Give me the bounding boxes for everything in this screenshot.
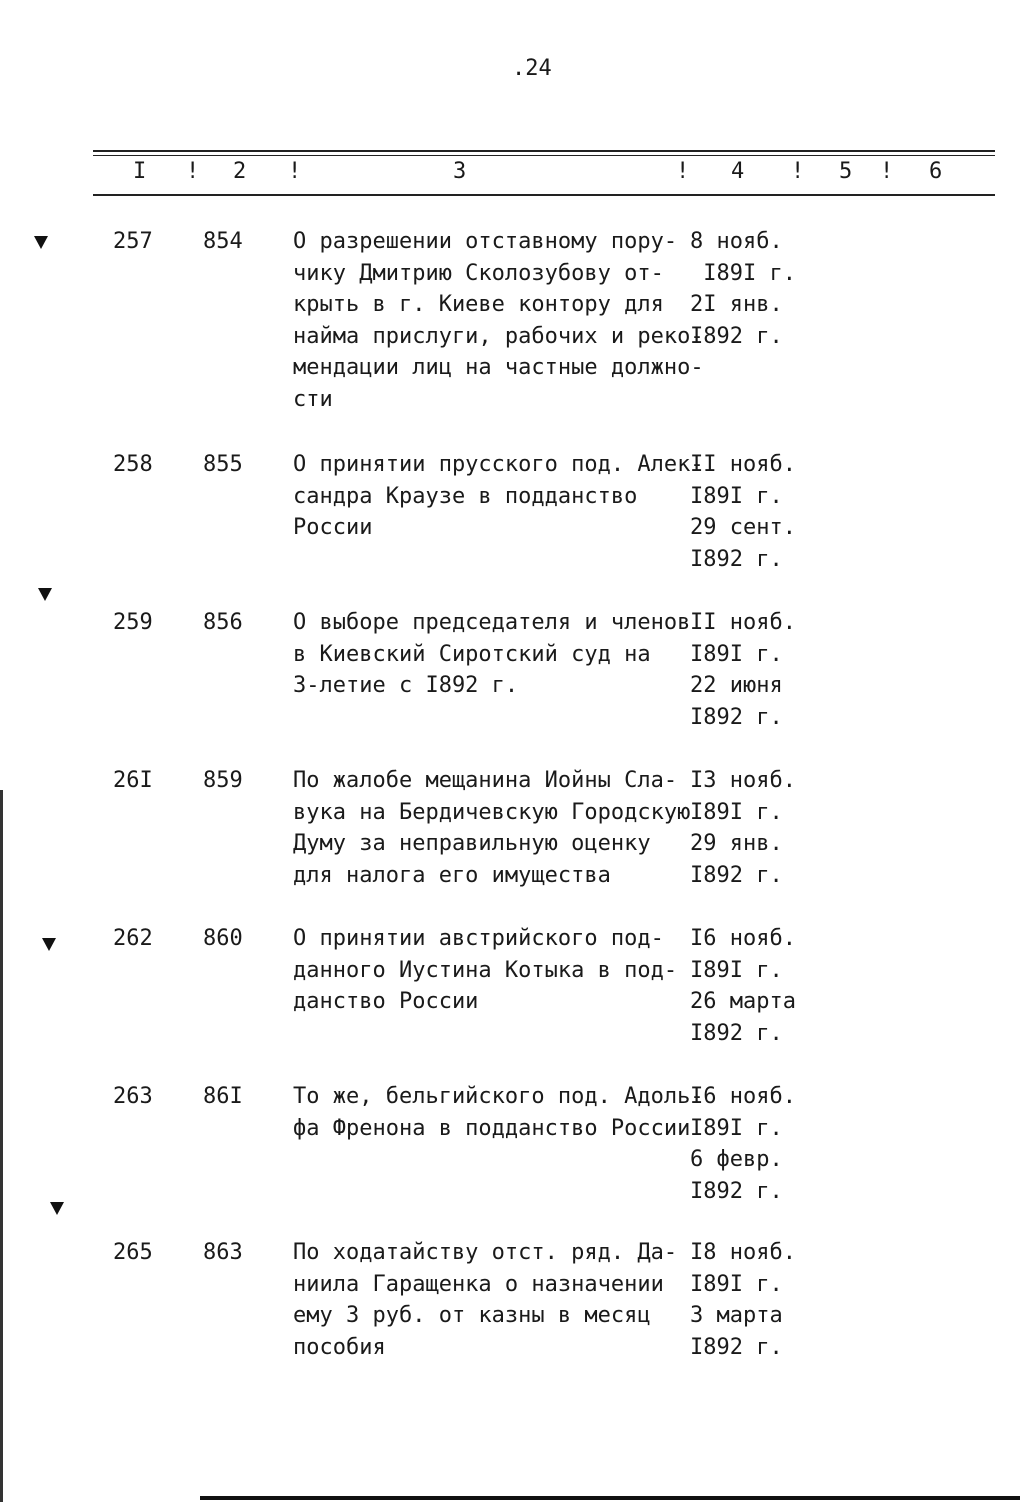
- title-line: ниила Гаращенка о назначении: [293, 1271, 664, 1297]
- header-rule-top-inner: [93, 155, 995, 156]
- punch-hole-mark: [38, 588, 52, 601]
- date-line: I892 г.: [690, 546, 783, 572]
- date-line: I3 нояб.: [690, 768, 796, 793]
- header-separator: !: [791, 159, 805, 184]
- entry-title: [293, 226, 713, 415]
- file-number: 859: [203, 768, 243, 793]
- date-line: I89I г.: [690, 799, 783, 825]
- title-line: в Киевский Сиротский суд на: [293, 641, 651, 667]
- entry-dates: [690, 607, 830, 733]
- header-col-3: 3: [453, 159, 467, 184]
- title-line: вука на Бердичевскую Городскую: [293, 799, 691, 825]
- entry-number: 259: [113, 610, 153, 635]
- title-line: мендации лиц на частные должно-: [293, 355, 704, 380]
- entry-dates: [690, 765, 830, 891]
- file-number: 86I: [203, 1084, 243, 1109]
- date-line: I89I г.: [690, 641, 783, 667]
- entry-number: 262: [113, 926, 153, 951]
- date-line: I89I г.: [690, 957, 783, 983]
- date-line: I892 г.: [690, 323, 783, 349]
- title-line: крыть в г. Киеве контору для: [293, 292, 664, 317]
- title-line: России: [293, 515, 373, 540]
- date-line: 6 февр.: [690, 1147, 783, 1172]
- date-line: I6 нояб.: [690, 926, 796, 951]
- date-line: 22 июня: [690, 673, 783, 698]
- entry-title: [293, 765, 713, 891]
- title-line: найма прислуги, рабочих и реко-: [293, 323, 704, 349]
- title-line: данство России: [293, 989, 479, 1014]
- title-line: Думу за неправильную оценку: [293, 831, 651, 856]
- entry-dates: [690, 449, 830, 575]
- file-number: 855: [203, 452, 243, 477]
- title-line: По жалобе мещанина Иойны Сла-: [293, 768, 678, 793]
- entry-number: 265: [113, 1240, 153, 1265]
- file-number: 854: [203, 229, 243, 254]
- entry-number: 258: [113, 452, 153, 477]
- title-line: О принятии прусского под. Алек-: [293, 452, 704, 477]
- entry-dates: [690, 1237, 830, 1363]
- title-line: ему 3 руб. от казны в месяц: [293, 1303, 651, 1328]
- punch-hole-mark: [42, 938, 56, 951]
- entry-title: [293, 923, 713, 1018]
- date-line: I892 г.: [690, 1020, 783, 1046]
- date-line: I8 нояб.: [690, 1240, 796, 1265]
- date-line: 29 янв.: [690, 831, 783, 856]
- scan-edge-bottom: [200, 1496, 1020, 1500]
- date-line: I89I г.: [690, 483, 783, 509]
- entry-dates: [690, 226, 830, 352]
- date-line: 3 марта: [690, 1303, 783, 1328]
- title-line: О принятии австрийского под-: [293, 926, 664, 951]
- title-line: О выборе председателя и членов: [293, 610, 691, 635]
- title-line: фа Френона в подданство России: [293, 1115, 691, 1141]
- entry-dates: [690, 1081, 830, 1207]
- header-rule-bottom: [93, 194, 995, 196]
- title-line: пособия: [293, 1334, 386, 1360]
- date-line: I89I г.: [690, 1115, 783, 1141]
- header-col-2: 2: [233, 159, 247, 184]
- title-line: данного Иустина Котыка в под-: [293, 957, 678, 983]
- punch-hole-mark: [34, 236, 48, 249]
- date-line: I6 нояб.: [690, 1084, 796, 1109]
- date-line: II нояб.: [690, 452, 796, 477]
- title-line: чику Дмитрию Сколозубову от-: [293, 260, 664, 286]
- page-number: .24: [512, 56, 552, 81]
- header-separator: !: [676, 159, 690, 184]
- date-line: I892 г.: [690, 862, 783, 888]
- entry-number: 257: [113, 229, 153, 254]
- header-col-6: 6: [929, 159, 943, 184]
- file-number: 860: [203, 926, 243, 951]
- date-line: 2I янв.: [690, 292, 783, 317]
- title-line: сандра Краузе в подданство: [293, 483, 638, 509]
- date-line: I89I г.: [690, 260, 796, 286]
- date-line: I89I г.: [690, 1271, 783, 1297]
- date-line: I892 г.: [690, 704, 783, 730]
- entry-number: 26I: [113, 768, 153, 793]
- entry-dates: [690, 923, 830, 1049]
- scan-edge-left: [0, 790, 3, 1502]
- title-line: То же, бельгийского под. Адоль-: [293, 1084, 704, 1109]
- date-line: I892 г.: [690, 1178, 783, 1204]
- header-col-5: 5: [839, 159, 853, 184]
- header-separator: !: [288, 159, 302, 184]
- entry-title: [293, 1081, 713, 1144]
- date-line: 26 марта: [690, 989, 796, 1014]
- header-col-1: I: [133, 159, 147, 184]
- entry-title: [293, 1237, 713, 1363]
- header-separator: !: [880, 159, 894, 184]
- file-number: 856: [203, 610, 243, 635]
- title-line: 3-летие с I892 г.: [293, 673, 519, 698]
- date-line: II нояб.: [690, 610, 796, 635]
- entry-number: 263: [113, 1084, 153, 1109]
- file-number: 863: [203, 1240, 243, 1265]
- title-line: По ходатайству отст. ряд. Да-: [293, 1240, 678, 1265]
- header-rule-top: [93, 150, 995, 152]
- date-line: 29 сент.: [690, 515, 796, 540]
- header-col-4: 4: [731, 159, 745, 184]
- title-line: О разрешении отставному пору-: [293, 229, 678, 254]
- entry-title: [293, 449, 713, 544]
- title-line: сти: [293, 386, 333, 412]
- punch-hole-mark: [50, 1202, 64, 1215]
- entry-title: [293, 607, 713, 702]
- title-line: для налога его имущества: [293, 862, 611, 888]
- date-line: 8 нояб.: [690, 229, 783, 254]
- header-separator: !: [186, 159, 200, 184]
- date-line: I892 г.: [690, 1334, 783, 1360]
